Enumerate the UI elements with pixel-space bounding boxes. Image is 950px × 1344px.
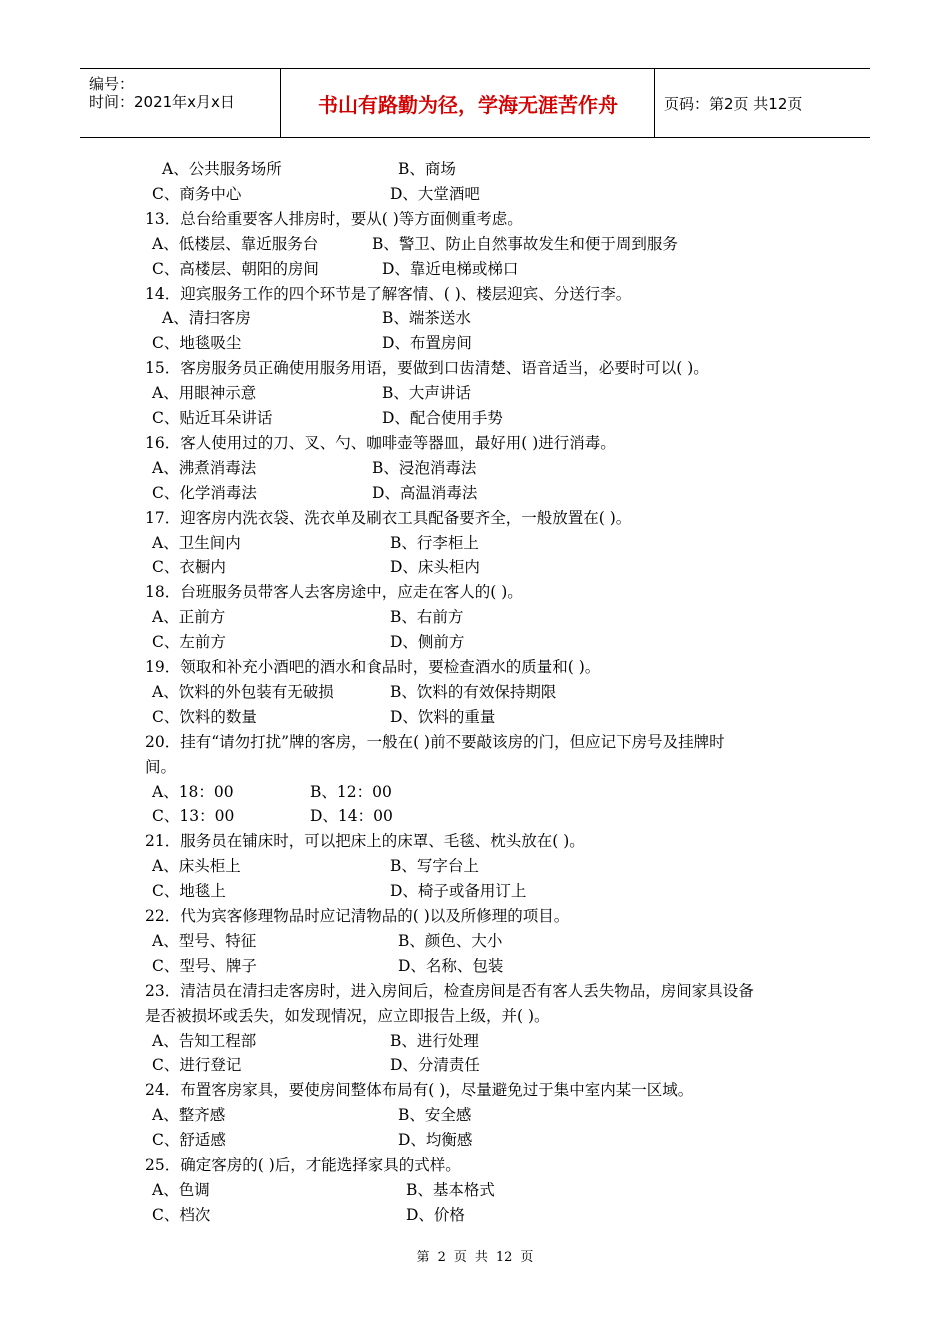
header-motto: 书山有路勤为径，学海无涯苦作舟 [318, 92, 618, 117]
option-b: B、行李柜上 [390, 533, 479, 552]
option-d: D、大堂酒吧 [390, 184, 480, 203]
footer-part1: 第 [416, 1250, 430, 1265]
option-d: D、均衡感 [398, 1131, 473, 1150]
footer-page: 2 [437, 1250, 446, 1265]
option-c: C、化学消毒法 [152, 483, 257, 502]
question-stem: 15．客房服务员正确使用服务用语，要做到口齿清楚、语音适当，必要时可以( )。 [145, 359, 709, 378]
option-b: B、安全感 [398, 1106, 472, 1125]
question-stem: 间。 [145, 757, 177, 776]
footer-part3: 共 [474, 1250, 488, 1265]
option-b: B、大声讲话 [382, 384, 471, 403]
option-a: A、用眼神示意 [152, 384, 257, 403]
option-b: B、端茶送水 [382, 309, 471, 328]
option-c: C、衣橱内 [152, 558, 226, 577]
option-a: A、卫生间内 [152, 533, 241, 552]
option-c: C、左前方 [152, 633, 226, 652]
option-c: C、贴近耳朵讲话 [152, 409, 273, 427]
option-b: B、饮料的有效保持期限 [390, 682, 557, 701]
page-header [80, 68, 870, 138]
number-label: 编号： [89, 75, 135, 93]
option-d: D、床头柜内 [390, 558, 480, 577]
option-c: C、商务中心 [152, 184, 242, 203]
question-stem: 16．客人使用过的刀、叉、勺、咖啡壶等器皿，最好用( )进行消毒。 [145, 433, 616, 452]
option-a: A、18：00 [152, 782, 234, 801]
question-stem: 18．台班服务员带客人去客房途中，应走在客人的( )。 [145, 583, 523, 602]
option-c: C、进行登记 [152, 1056, 242, 1075]
option-c: C、地毯吸尘 [152, 334, 242, 353]
footer-total: 12 [495, 1250, 513, 1265]
option-b: B、右前方 [390, 608, 464, 627]
option-a: A、公共服务场所 [162, 160, 282, 178]
option-a: A、清扫客房 [162, 309, 251, 328]
option-b: B、进行处理 [390, 1031, 479, 1050]
question-stem: 是否被损坏或丢失，如发现情况，应立即报告上级，并( )。 [145, 1006, 550, 1025]
option-c: C、舒适感 [152, 1131, 226, 1150]
option-c: C、13：00 [152, 807, 235, 826]
option-d: D、价格 [406, 1205, 465, 1224]
option-c: C、饮料的数量 [152, 707, 257, 726]
question-stem: 17．迎客房内洗衣袋、洗衣单及刷衣工具配备要齐全，一般放置在( )。 [145, 508, 632, 527]
option-b: B、浸泡消毒法 [372, 458, 477, 477]
option-d: D、侧前方 [390, 633, 465, 652]
question-stem: 20．挂有“请勿打扰”牌的客房，一般在( )前不要敲该房的门，但应记下房号及挂牌时 [145, 732, 725, 751]
option-a: A、低楼层、靠近服务台 [152, 234, 319, 253]
footer-part4: 页 [520, 1250, 534, 1265]
option-d: D、14：00 [310, 807, 393, 826]
question-stem: 24．布置客房家具，要使房间整体布局有( )，尽量避免过于集中室内某一区域。 [145, 1081, 694, 1100]
page-footer [0, 1246, 950, 1265]
option-d: D、高温消毒法 [372, 483, 478, 502]
option-d: D、饮料的重量 [390, 707, 496, 726]
option-b: B、商场 [398, 160, 456, 178]
question-stem: 25．确定客房的( )后，才能选择家具的式样。 [145, 1156, 461, 1174]
footer-part2: 页 [453, 1250, 467, 1265]
option-a: A、整齐感 [152, 1106, 226, 1125]
option-d: D、布置房间 [382, 334, 472, 353]
question-stem: 21．服务员在铺床时，可以把床上的床罩、毛毯、枕头放在( )。 [145, 832, 585, 851]
option-a: A、型号、特征 [152, 931, 257, 950]
header-meta [80, 69, 280, 137]
time-label: 时间：2021年x月x日 [89, 93, 235, 111]
question-stem: 23．清洁员在清扫走客房时，进入房间后，检查房间是否有客人丢失物品，房间家具设备 [145, 981, 754, 1000]
header-divider-left [280, 69, 281, 137]
option-a: A、色调 [152, 1180, 210, 1199]
option-b: B、基本格式 [406, 1180, 495, 1199]
option-c: C、高楼层、朝阳的房间 [152, 259, 319, 278]
option-c: C、档次 [152, 1205, 211, 1224]
option-d: D、配合使用手势 [382, 409, 503, 427]
header-divider-right [654, 69, 655, 137]
option-a: A、正前方 [152, 608, 226, 627]
question-stem: 14．迎宾服务工作的四个环节是了解客情、( )、楼层迎宾、分送行李。 [145, 284, 632, 303]
option-d: D、靠近电梯或梯口 [382, 259, 519, 278]
option-d: D、名称、包装 [398, 956, 504, 975]
question-stem: 22．代为宾客修理物品时应记清物品的( )以及所修理的项目。 [145, 907, 570, 925]
option-d: D、分清责任 [390, 1056, 480, 1075]
option-a: A、饮料的外包装有无破损 [152, 682, 334, 701]
question-stem: 13．总台给重要客人排房时，要从( )等方面侧重考虑。 [145, 209, 523, 228]
header-page-info: 页码：第2页 共12页 [664, 94, 803, 113]
option-a: A、沸煮消毒法 [152, 458, 257, 477]
option-d: D、椅子或备用订上 [390, 882, 527, 901]
option-b: B、警卫、防止自然事故发生和便于周到服务 [372, 234, 678, 253]
option-c: C、地毯上 [152, 882, 226, 901]
question-stem: 19．领取和补充小酒吧的酒水和食品时，要检查酒水的质量和( )。 [145, 658, 601, 676]
option-a: A、告知工程部 [152, 1031, 257, 1050]
option-b: B、颜色、大小 [398, 931, 503, 950]
option-b: B、写字台上 [390, 857, 479, 876]
option-a: A、床头柜上 [152, 857, 241, 876]
option-b: B、12：00 [310, 782, 392, 801]
option-c: C、型号、牌子 [152, 956, 257, 975]
